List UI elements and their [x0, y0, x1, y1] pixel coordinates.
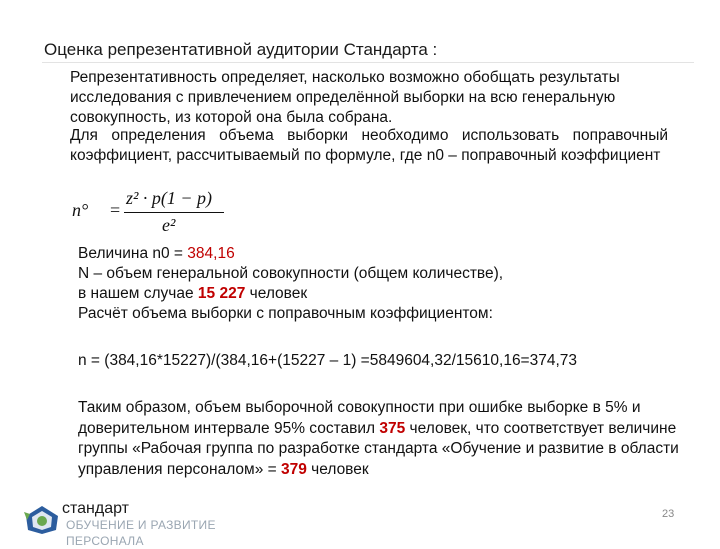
logo-emblem-icon [22, 502, 62, 536]
formula-denominator: e² [162, 215, 176, 235]
logo-subtitle [66, 517, 216, 549]
group-size-value: 379 [280, 460, 307, 478]
calculation-line: n = (384,16*15227)/(384,16+(15227 – 1) =5849604,32/15610,16=374,73 [78, 352, 578, 369]
n0-value: 384,16 [187, 245, 235, 262]
calc-intro: Расчёт объема выборки с поправочным коэффициентом: [78, 305, 493, 322]
coefficient-paragraph [70, 126, 668, 180]
case-line [78, 284, 678, 304]
page-number: 23 [662, 508, 675, 520]
logo-subtitle-line2: ПЕРСОНАЛА [66, 534, 144, 548]
conclusion-paragraph [78, 398, 690, 480]
sample-size-formula [72, 188, 232, 240]
slide-title: Оценка репрезентативной аудитории Стандарта : [44, 40, 438, 59]
n0-line [78, 244, 678, 264]
coefficient-paragraph-text: Для определения объема выборки необходимо использовать поправочный коэффициент, рассчитываемый по формуле, где n0 – поправочный коэффициент [70, 127, 668, 164]
logo-wordmark: стандарт [62, 500, 129, 517]
formula-fraction-bar [124, 212, 224, 213]
case-suffix: человек [245, 285, 308, 302]
conclusion-part2: человек, что соответствует величине группы «Рабочая группа по разработке стандарта «Обучение и развитие в области управления персоналом» = [78, 419, 679, 478]
values-block [78, 244, 678, 324]
case-prefix: в нашем случае [78, 285, 198, 302]
n0-label: Величина n0 = [78, 245, 188, 262]
standard-logo [22, 500, 282, 548]
formula-lhs: n° [72, 200, 89, 220]
conclusion-part1: Таким образом, объем выборочной совокупности при ошибке выборке в 5% и доверительном интервале 95% составил [78, 399, 641, 437]
conclusion-part3: человек [306, 460, 369, 478]
definition-paragraph: Репрезентативность определяет, насколько возможно обобщать результаты исследования с привлечением определённой выборки на всю генеральную совокупность, из которой она была собрана. [70, 69, 620, 126]
population-value: 15 227 [197, 285, 246, 302]
sample-size-value: 375 [379, 419, 406, 437]
logo-subtitle-line1: ОБУЧЕНИЕ И РАЗВИТИЕ [66, 518, 216, 532]
formula-numerator: z² · p(1 − p) [126, 188, 213, 208]
formula-equals: = [110, 200, 121, 220]
population-line: N – объем генеральной совокупности (общем количестве), [78, 265, 504, 282]
